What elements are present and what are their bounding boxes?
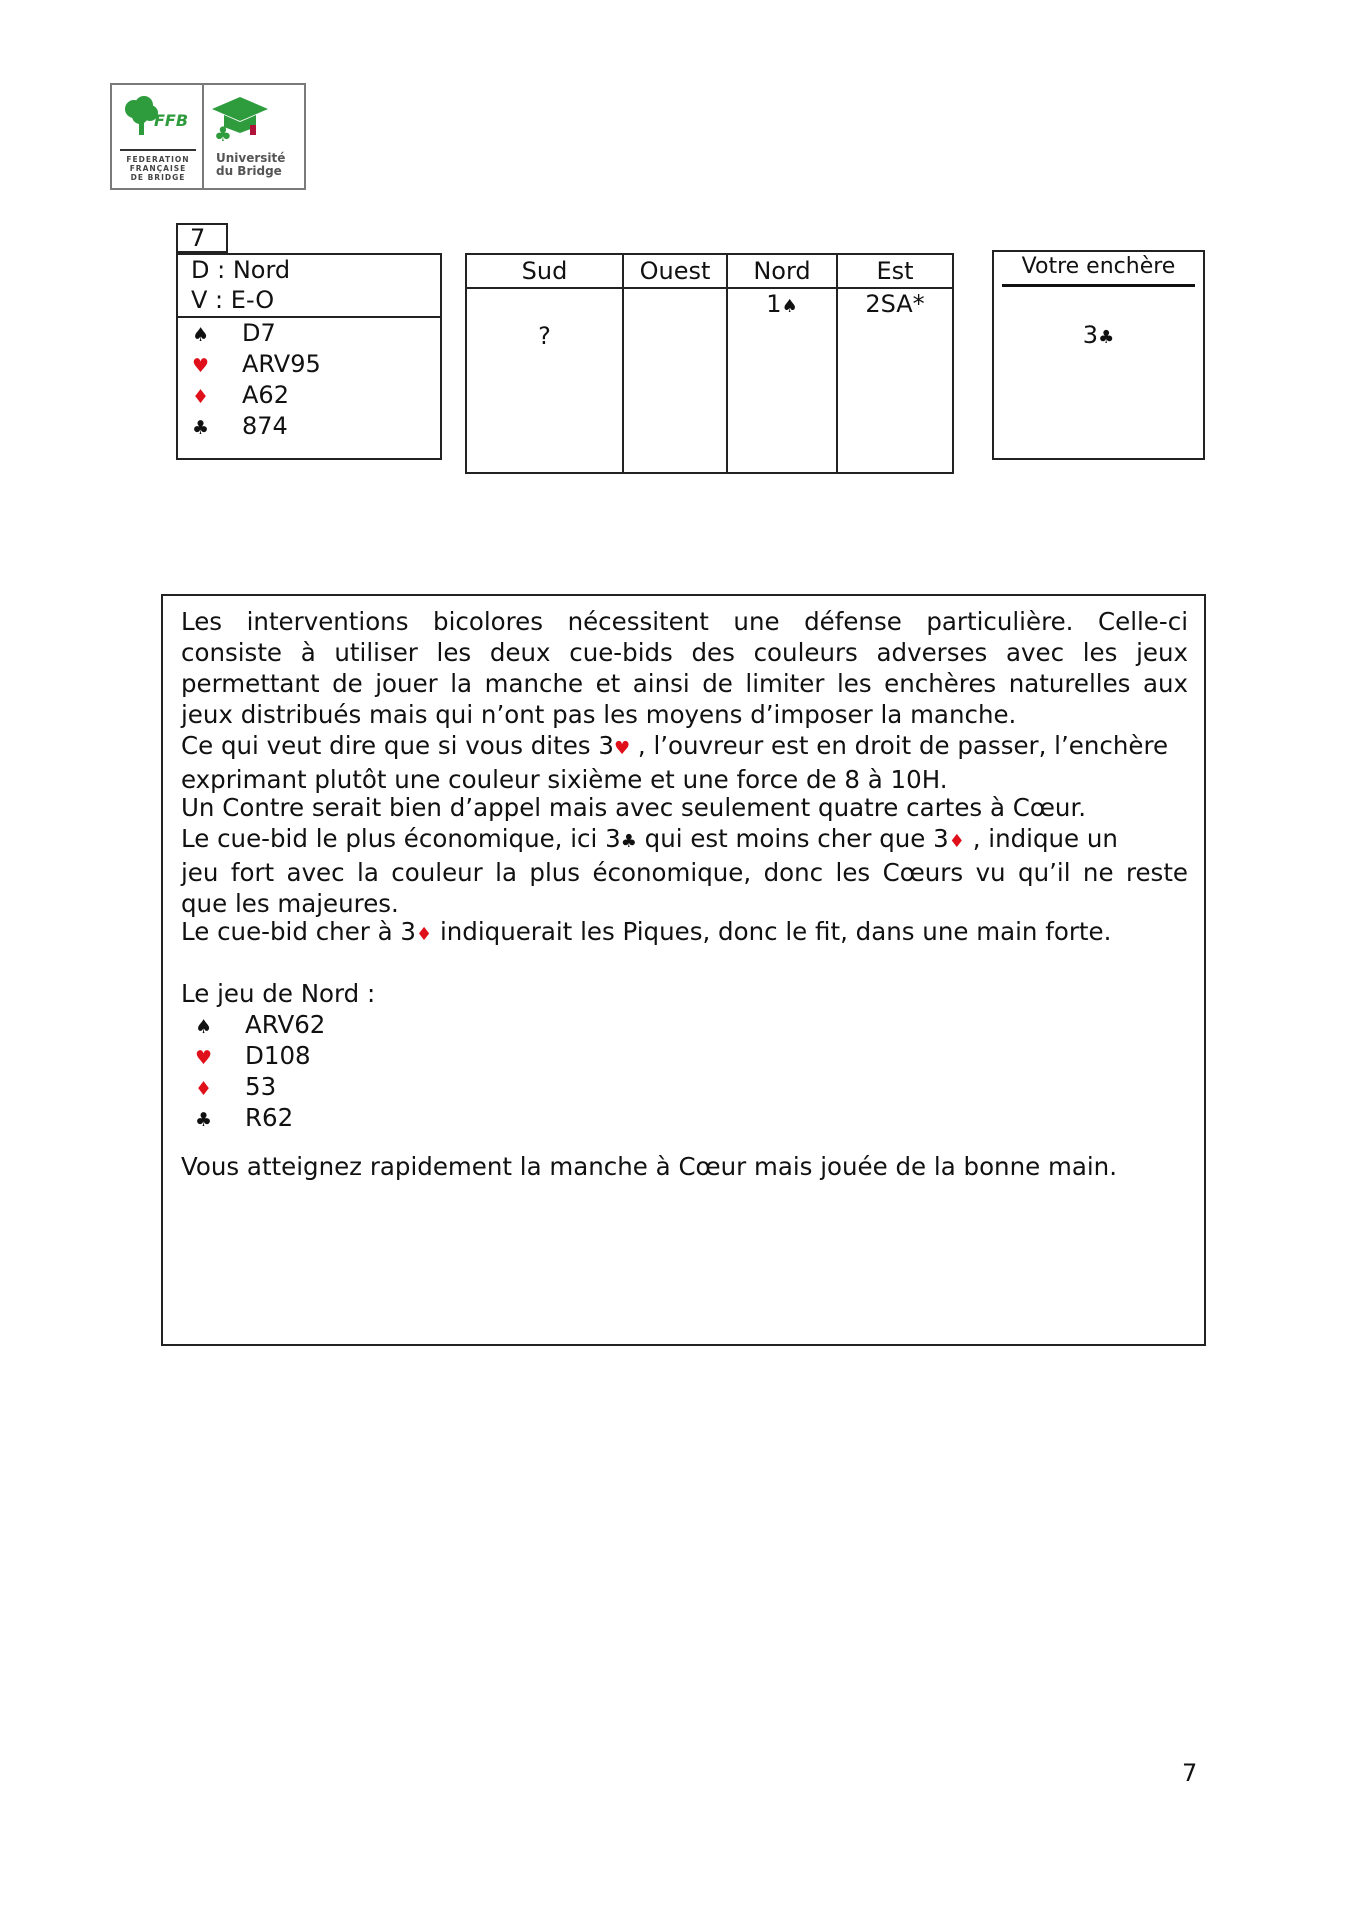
federation-text: FEDERATION FRANÇAISE DE BRIDGE bbox=[116, 149, 200, 182]
spade-icon: ♠ bbox=[195, 1016, 213, 1038]
bidding-column-rule bbox=[726, 255, 728, 472]
deal-box bbox=[176, 253, 442, 460]
answer-box bbox=[992, 250, 1205, 460]
hand-hearts bbox=[192, 349, 321, 382]
hand-hearts-cards: ARV95 bbox=[242, 350, 321, 378]
north-diamonds: ♦ 53 bbox=[195, 1071, 276, 1105]
hand-spades-cards: D7 bbox=[242, 319, 276, 347]
spade-icon: ♠ bbox=[192, 324, 210, 346]
hand-diamonds bbox=[192, 380, 289, 413]
hand-spades bbox=[192, 318, 276, 351]
bidding-column-rule bbox=[622, 255, 624, 472]
heart-icon: ♥ bbox=[195, 1047, 213, 1069]
club-icon: ♣ bbox=[192, 417, 210, 439]
vulnerability-label: V : bbox=[191, 286, 224, 314]
vulnerability-value: E-O bbox=[230, 286, 275, 314]
explanation-conclusion: Vous atteignez rapidement la manche à Cœur mais jouée de la bonne main. bbox=[181, 1152, 1117, 1181]
mortarboard-icon bbox=[210, 95, 272, 143]
explanation-paragraph-2: Ce qui veut dire que si vous dites 3♥ , l’ouvreur est en droit de passer, l’enchère exprimant plutôt une couleur sixième et une force de 8 à 10H. bbox=[181, 731, 1169, 794]
diamond-icon: ♦ bbox=[416, 924, 433, 945]
dealer-value: Nord bbox=[232, 256, 291, 284]
logo-divider bbox=[202, 85, 204, 188]
bidding-header-ouest: Ouest bbox=[639, 257, 711, 285]
bid-sud-2: ? bbox=[538, 322, 551, 350]
club-icon: ♣ bbox=[620, 831, 637, 852]
diamond-icon: ♦ bbox=[948, 831, 965, 852]
dealer-line bbox=[191, 255, 290, 285]
bidding-header-est: Est bbox=[876, 257, 914, 285]
explanation-box bbox=[161, 594, 1206, 1346]
bid-nord-1: 1♠ bbox=[766, 290, 798, 318]
north-hearts: ♥ D108 bbox=[195, 1040, 311, 1074]
diamond-icon: ♦ bbox=[192, 386, 210, 408]
bidding-table bbox=[465, 253, 954, 474]
vulnerability-line bbox=[191, 285, 274, 315]
diamond-icon: ♦ bbox=[195, 1078, 213, 1100]
bidding-header-nord: Nord bbox=[753, 257, 811, 285]
bid-est-1: 2SA* bbox=[865, 290, 925, 318]
hand-clubs-cards: 874 bbox=[242, 412, 288, 440]
answer-underline bbox=[1002, 284, 1195, 287]
explanation-paragraph-4: Le cue-bid le plus économique, ici 3♣ qui est moins cher que 3♦ , indique un jeu fort avec la couleur la plus économique, donc les Cœurs vu qu’il ne reste que les majeures. bbox=[181, 824, 1188, 918]
answer-bid: 3♣ bbox=[1082, 321, 1115, 349]
svg-text:♣: ♣ bbox=[214, 122, 232, 143]
explanation-paragraph-5: Le cue-bid cher à 3♦ indiquerait les Piques, donc le fit, dans une main forte. bbox=[181, 917, 1112, 946]
club-icon: ♣ bbox=[195, 1109, 213, 1131]
dealer-label: D : bbox=[191, 256, 226, 284]
club-icon: ♣ bbox=[1098, 327, 1115, 348]
north-spades: ♠ ARV62 bbox=[195, 1009, 325, 1043]
hand-clubs bbox=[192, 411, 288, 444]
answer-title: Votre enchère bbox=[1021, 254, 1176, 279]
deal-number: 7 bbox=[176, 223, 228, 253]
ffb-brand: FFB bbox=[154, 111, 189, 130]
spade-icon: ♠ bbox=[781, 296, 798, 317]
bidding-header-sud: Sud bbox=[521, 257, 568, 285]
bidding-column-rule bbox=[836, 255, 838, 472]
page-number: 7 bbox=[1182, 1759, 1198, 1787]
north-clubs: ♣ R62 bbox=[195, 1102, 293, 1136]
explanation-paragraph-3: Un Contre serait bien d’appel mais avec seulement quatre cartes à Cœur. bbox=[181, 793, 1087, 822]
north-hand-title: Le jeu de Nord : bbox=[181, 979, 376, 1008]
explanation-paragraph-1: Les interventions bicolores nécessitent une défense particulière. Celle-ci consiste à utiliser les deux cue-bids des couleurs adverses avec les jeux permettant de jouer la manche et ainsi de limiter les enchères naturelles aux jeux distribués mais qui n’ont pas les moyens d’imposer la manche. bbox=[181, 607, 1188, 729]
hand-diamonds-cards: A62 bbox=[242, 381, 289, 409]
heart-icon: ♥ bbox=[613, 738, 631, 759]
heart-icon: ♥ bbox=[192, 355, 210, 377]
universite-text: Université du Bridge bbox=[216, 151, 286, 178]
ffb-logo bbox=[110, 83, 306, 190]
